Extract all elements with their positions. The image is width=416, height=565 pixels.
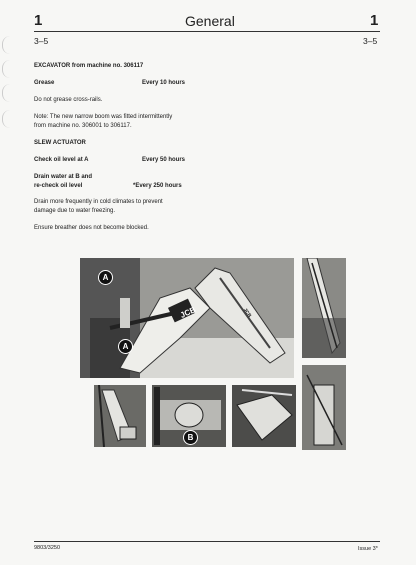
section-left: 3–5 xyxy=(34,36,49,46)
arm-jcb-logo: JCB xyxy=(241,307,253,319)
callout-b: B xyxy=(183,430,198,445)
grease-interval: Every 10 hours xyxy=(142,80,186,86)
header-chapter-right: 1 xyxy=(370,12,379,29)
callout-a-top: A xyxy=(98,270,113,285)
slew-photo-1-illustration xyxy=(94,385,146,447)
note-line-1: Note: The new narrow boom was fitted intermittently xyxy=(34,114,173,120)
boom-jcb-logo: JCB xyxy=(178,305,198,320)
bucket-pivot-photo xyxy=(232,385,296,447)
drain-interval: *Every 250 hours xyxy=(133,182,182,189)
note-line-2: from machine no. 306001 to 306117. xyxy=(34,122,132,129)
slew-photo-1 xyxy=(94,385,146,447)
dipper-close-photo xyxy=(302,258,346,358)
doc-number: 9803/3250 xyxy=(34,545,60,551)
callout-a-bottom: A xyxy=(118,339,133,354)
header-title: General xyxy=(185,13,235,29)
section-right: 3–5 xyxy=(363,36,378,46)
bucket-pivot-illustration xyxy=(232,385,296,447)
cross-rails-text: Do not grease cross-rails. xyxy=(34,97,103,103)
slew-heading: SLEW ACTUATOR xyxy=(34,140,86,146)
grease-label: Grease xyxy=(34,80,55,86)
header-chapter-left: 1 xyxy=(34,12,43,29)
margin-mark xyxy=(2,84,11,102)
cold-climate-line-1: Drain more frequently in cold climates to prevent xyxy=(34,199,163,205)
issue-number: Issue 3* xyxy=(358,546,378,552)
excavator-heading: EXCAVATOR from machine no. 306117 xyxy=(34,63,144,69)
breather-text: Ensure breather does not become blocked. xyxy=(34,225,149,231)
margin-mark xyxy=(2,60,11,78)
drain-label-2: re-check oil level xyxy=(34,182,83,189)
dipper-lower-photo xyxy=(302,365,346,450)
check-oil-interval: Every 50 hours xyxy=(142,157,186,163)
margin-mark xyxy=(2,110,11,128)
header-rule xyxy=(34,31,380,32)
footer-rule xyxy=(34,541,380,542)
dipper-close-illustration xyxy=(302,258,346,358)
cold-climate-line-2: damage due to water freezing. xyxy=(34,207,116,214)
check-oil-label: Check oil level at A xyxy=(34,157,89,163)
drain-label-1: Drain water at B and xyxy=(34,174,93,180)
dipper-lower-illustration xyxy=(302,365,346,450)
margin-mark xyxy=(2,36,11,54)
